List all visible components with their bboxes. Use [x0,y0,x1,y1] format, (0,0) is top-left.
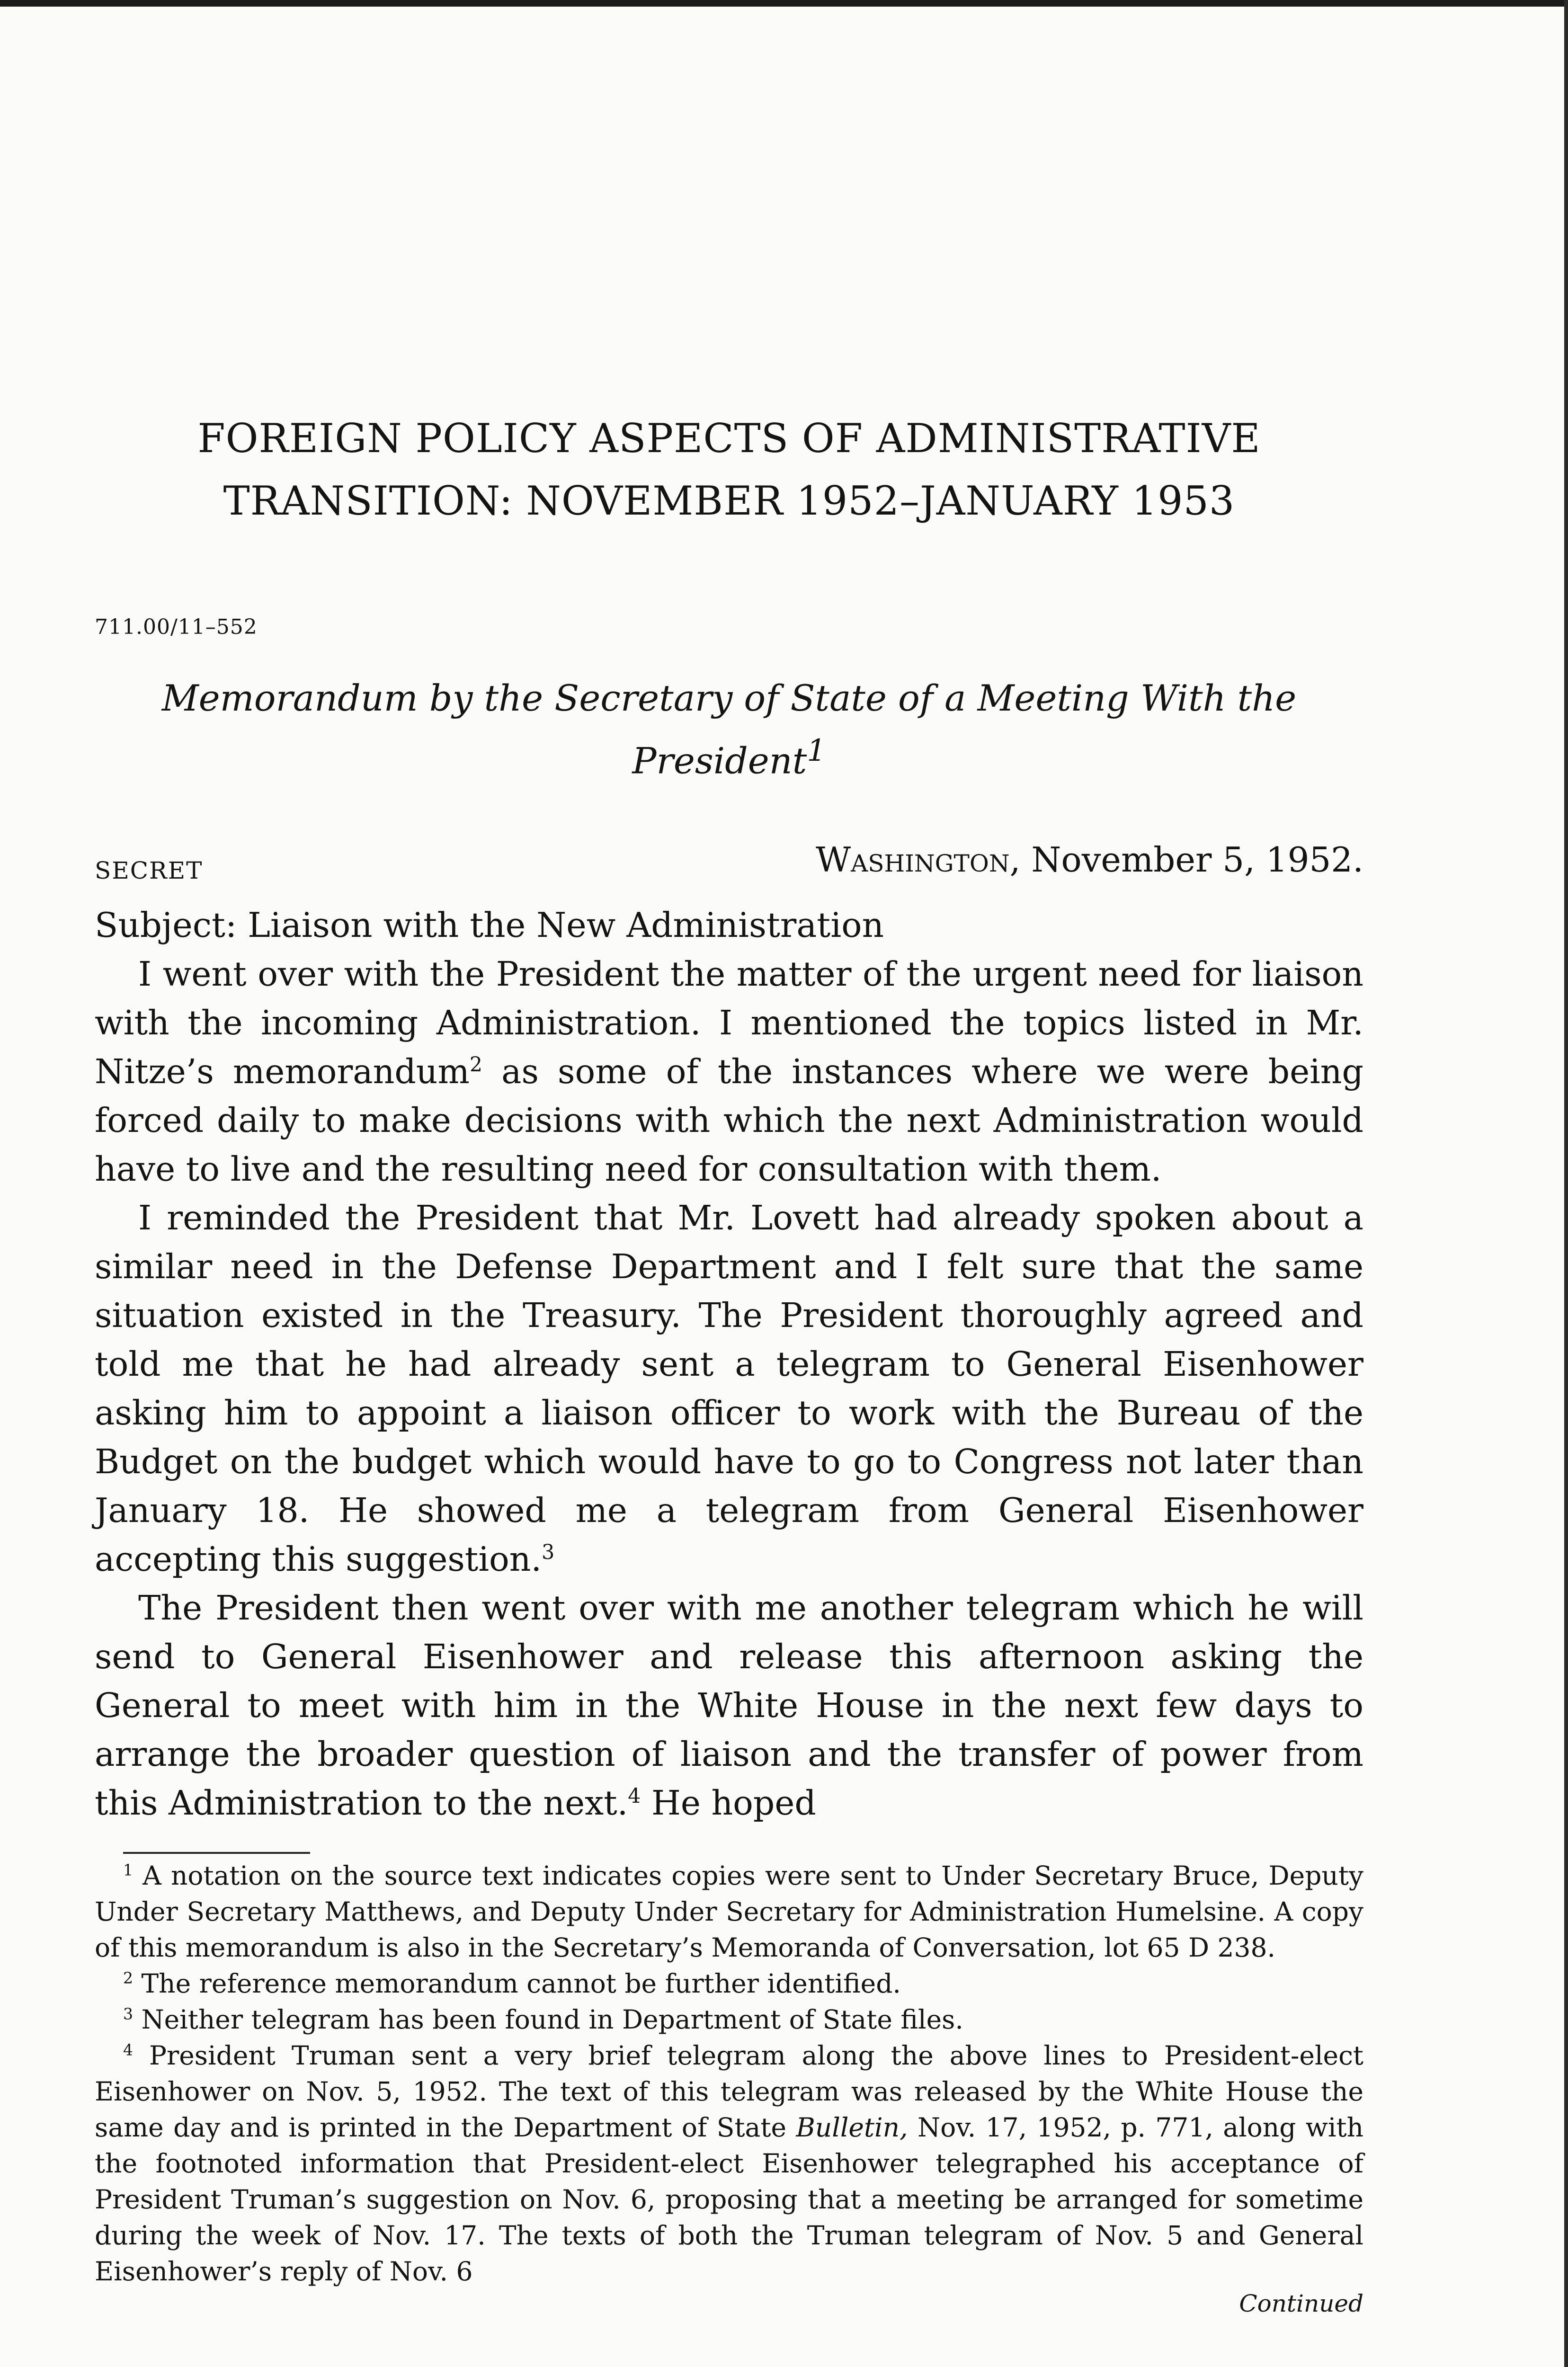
footnote-ref-2[interactable]: 2 [469,1053,482,1077]
footnote-2-mark: 2 [123,1969,133,1987]
body-paragraph-2 [95,1193,1363,1584]
chapter-title-line-1: FOREIGN POLICY ASPECTS OF ADMINISTRATIVE [197,415,1261,462]
body-paragraph-1-text-b: as some of the instances where we were being forced daily to make decisions with which the next Administration would have to live and the resulting need for consultation with them. [95,1052,1363,1189]
continued-label: Continued [1239,2290,1363,2318]
date: November 5, 1952. [1031,840,1363,880]
place: Washington, [816,840,1021,880]
right-edge-rule [1564,0,1568,2367]
top-edge-rule [0,0,1568,7]
body-paragraph-1-text-a: I went over with the President the matter of the urgent need for liaison with the incoming Administration. I mentioned the topics listed in Mr. Nitze’s memorandum [95,954,1363,1092]
footnote-divider [123,1852,310,1854]
footnote-3-mark: 3 [123,2005,133,2023]
classification-label: SECRET [95,857,203,885]
footnote-ref-1[interactable]: 1 [807,733,826,768]
body-paragraph-3 [95,1584,1363,1827]
chapter-title [95,407,1363,532]
file-number: 711.00/11–552 [95,615,258,639]
footnote-4-text-a: President Truman sent a very brief telegram along the above lines to President-elect Eisenhower on Nov. 5, 1952. The text of this telegram was released by the White House the same day and is printed in the Department of State [95,2040,1363,2143]
footnote-4 [95,2038,1363,2289]
memo-title [95,672,1363,787]
body-paragraph-2-text: I reminded the President that Mr. Lovett had already spoken about a similar need in the Defense Department and I felt sure that the same situation existed in the Treasury. The President thoroughly agreed and told me that he had already sent a telegram to General Eisenhower asking him to appoint a liaison officer to work with the Bureau of the Budget on the budget which would have to go to Congress not later than January 18. He showed me a telegram from General Eisenhower accepting this suggestion. [95,1198,1363,1579]
footnote-1-text: A notation on the source text indicates copies were sent to Under Secretary Bruce, Deputy Under Secretary Matthews, and Deputy Under Secretary for Administration Humelsine. A copy of this memorandum is also in the Secretary’s Memoranda of Conversation, lot 65 D 238. [95,1860,1364,1963]
document-page [95,407,1363,2318]
footnote-1 [95,1858,1363,1966]
subject-line: Subject: Liaison with the New Administration [95,905,884,945]
footnote-2-text: The reference memorandum cannot be further identified. [141,1968,901,1999]
footnote-1-mark: 1 [123,1861,133,1879]
footnote-2 [95,1966,1363,2002]
footnote-4-mark: 4 [123,2041,133,2059]
footnotes [95,1858,1363,2318]
memo-body [95,950,1363,1827]
memo-title-text: Memorandum by the Secretary of State of a Meeting With the President [161,677,1297,782]
footnote-4-text-b: Nov. 17, 1952, p. 771, along with the footnoted information that President-elect Eisenhower telegraphed his acceptance of President Truman’s suggestion on Nov. 6, proposing that a meeting be arranged for sometime during the week of Nov. 17. The texts of both the Truman telegram of Nov. 5 and General Eisenhower’s reply of Nov. 6 [95,2112,1363,2287]
place-and-date [816,840,1363,880]
footnote-3-text: Neither telegram has been found in Department of State files. [141,2004,963,2035]
footnote-ref-4[interactable]: 4 [628,1784,641,1808]
body-paragraph-3-text-b: He hoped [641,1783,816,1823]
body-paragraph-1 [95,950,1363,1193]
chapter-title-line-2: TRANSITION: NOVEMBER 1952–JANUARY 1953 [223,478,1235,524]
footnote-ref-3[interactable]: 3 [542,1540,555,1565]
memo-meta-line [95,839,1363,884]
footnote-4-publication: Bulletin, [796,2112,908,2143]
body-paragraph-3-text-a: The President then went over with me another telegram which he will send to General Eisenhower and release this afternoon asking the General to meet with him in the White House in the next few days to arrange the broader question of liaison and the transfer of power from this Administration to the next. [95,1588,1363,1823]
footnote-3 [95,2002,1363,2038]
